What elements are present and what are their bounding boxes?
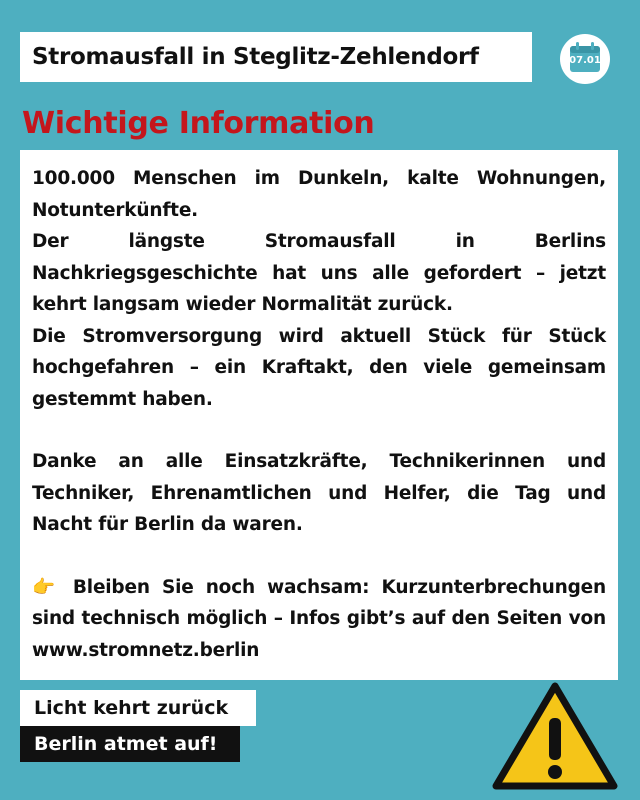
- calendar-icon: [560, 34, 610, 84]
- header-title-box: [20, 32, 532, 82]
- section-title: Wichtige Information: [22, 106, 375, 141]
- paragraph-intro: 100.000 Menschen im Dunkeln, kalte Wohnungen, Notunterkünfte.: [32, 168, 606, 221]
- paragraph-thanks: Danke an alle Einsatzkräfte, Technikerinnen und Techniker, Ehrenamtlichen und Helfer, die Tag und Nacht für Berlin da waren.: [32, 451, 606, 535]
- paragraph-history: Der längste Stromausfall in Berlins Nachkriegsgeschichte hat uns alle gefordert – jetzt kehrt langsam wieder Normalität zurück.: [32, 231, 606, 315]
- paragraph-warning: [32, 572, 606, 667]
- paragraph-restoration: Die Stromversorgung wird aktuell Stück für Stück hochgefahren – ein Kraftakt, den viele gemeinsam gestemmt haben.: [32, 325, 606, 410]
- page-title: Stromausfall in Steglitz-Zehlendorf: [32, 44, 479, 70]
- badge-berlin-breathes: Berlin atmet auf!: [20, 726, 240, 762]
- paragraph-warning-text: Bleiben Sie noch wachsam: Kurzunterbrechungen sind technisch möglich – Infos gibt’s auf den Seiten von www.stromnetz.berlin: [32, 576, 606, 661]
- date-badge: 07.01: [569, 55, 601, 66]
- pointing-hand-icon: 👉: [32, 576, 61, 598]
- content-box: [20, 150, 618, 680]
- badge-light-returns: Licht kehrt zurück: [20, 690, 256, 726]
- warning-triangle-icon: [490, 680, 620, 792]
